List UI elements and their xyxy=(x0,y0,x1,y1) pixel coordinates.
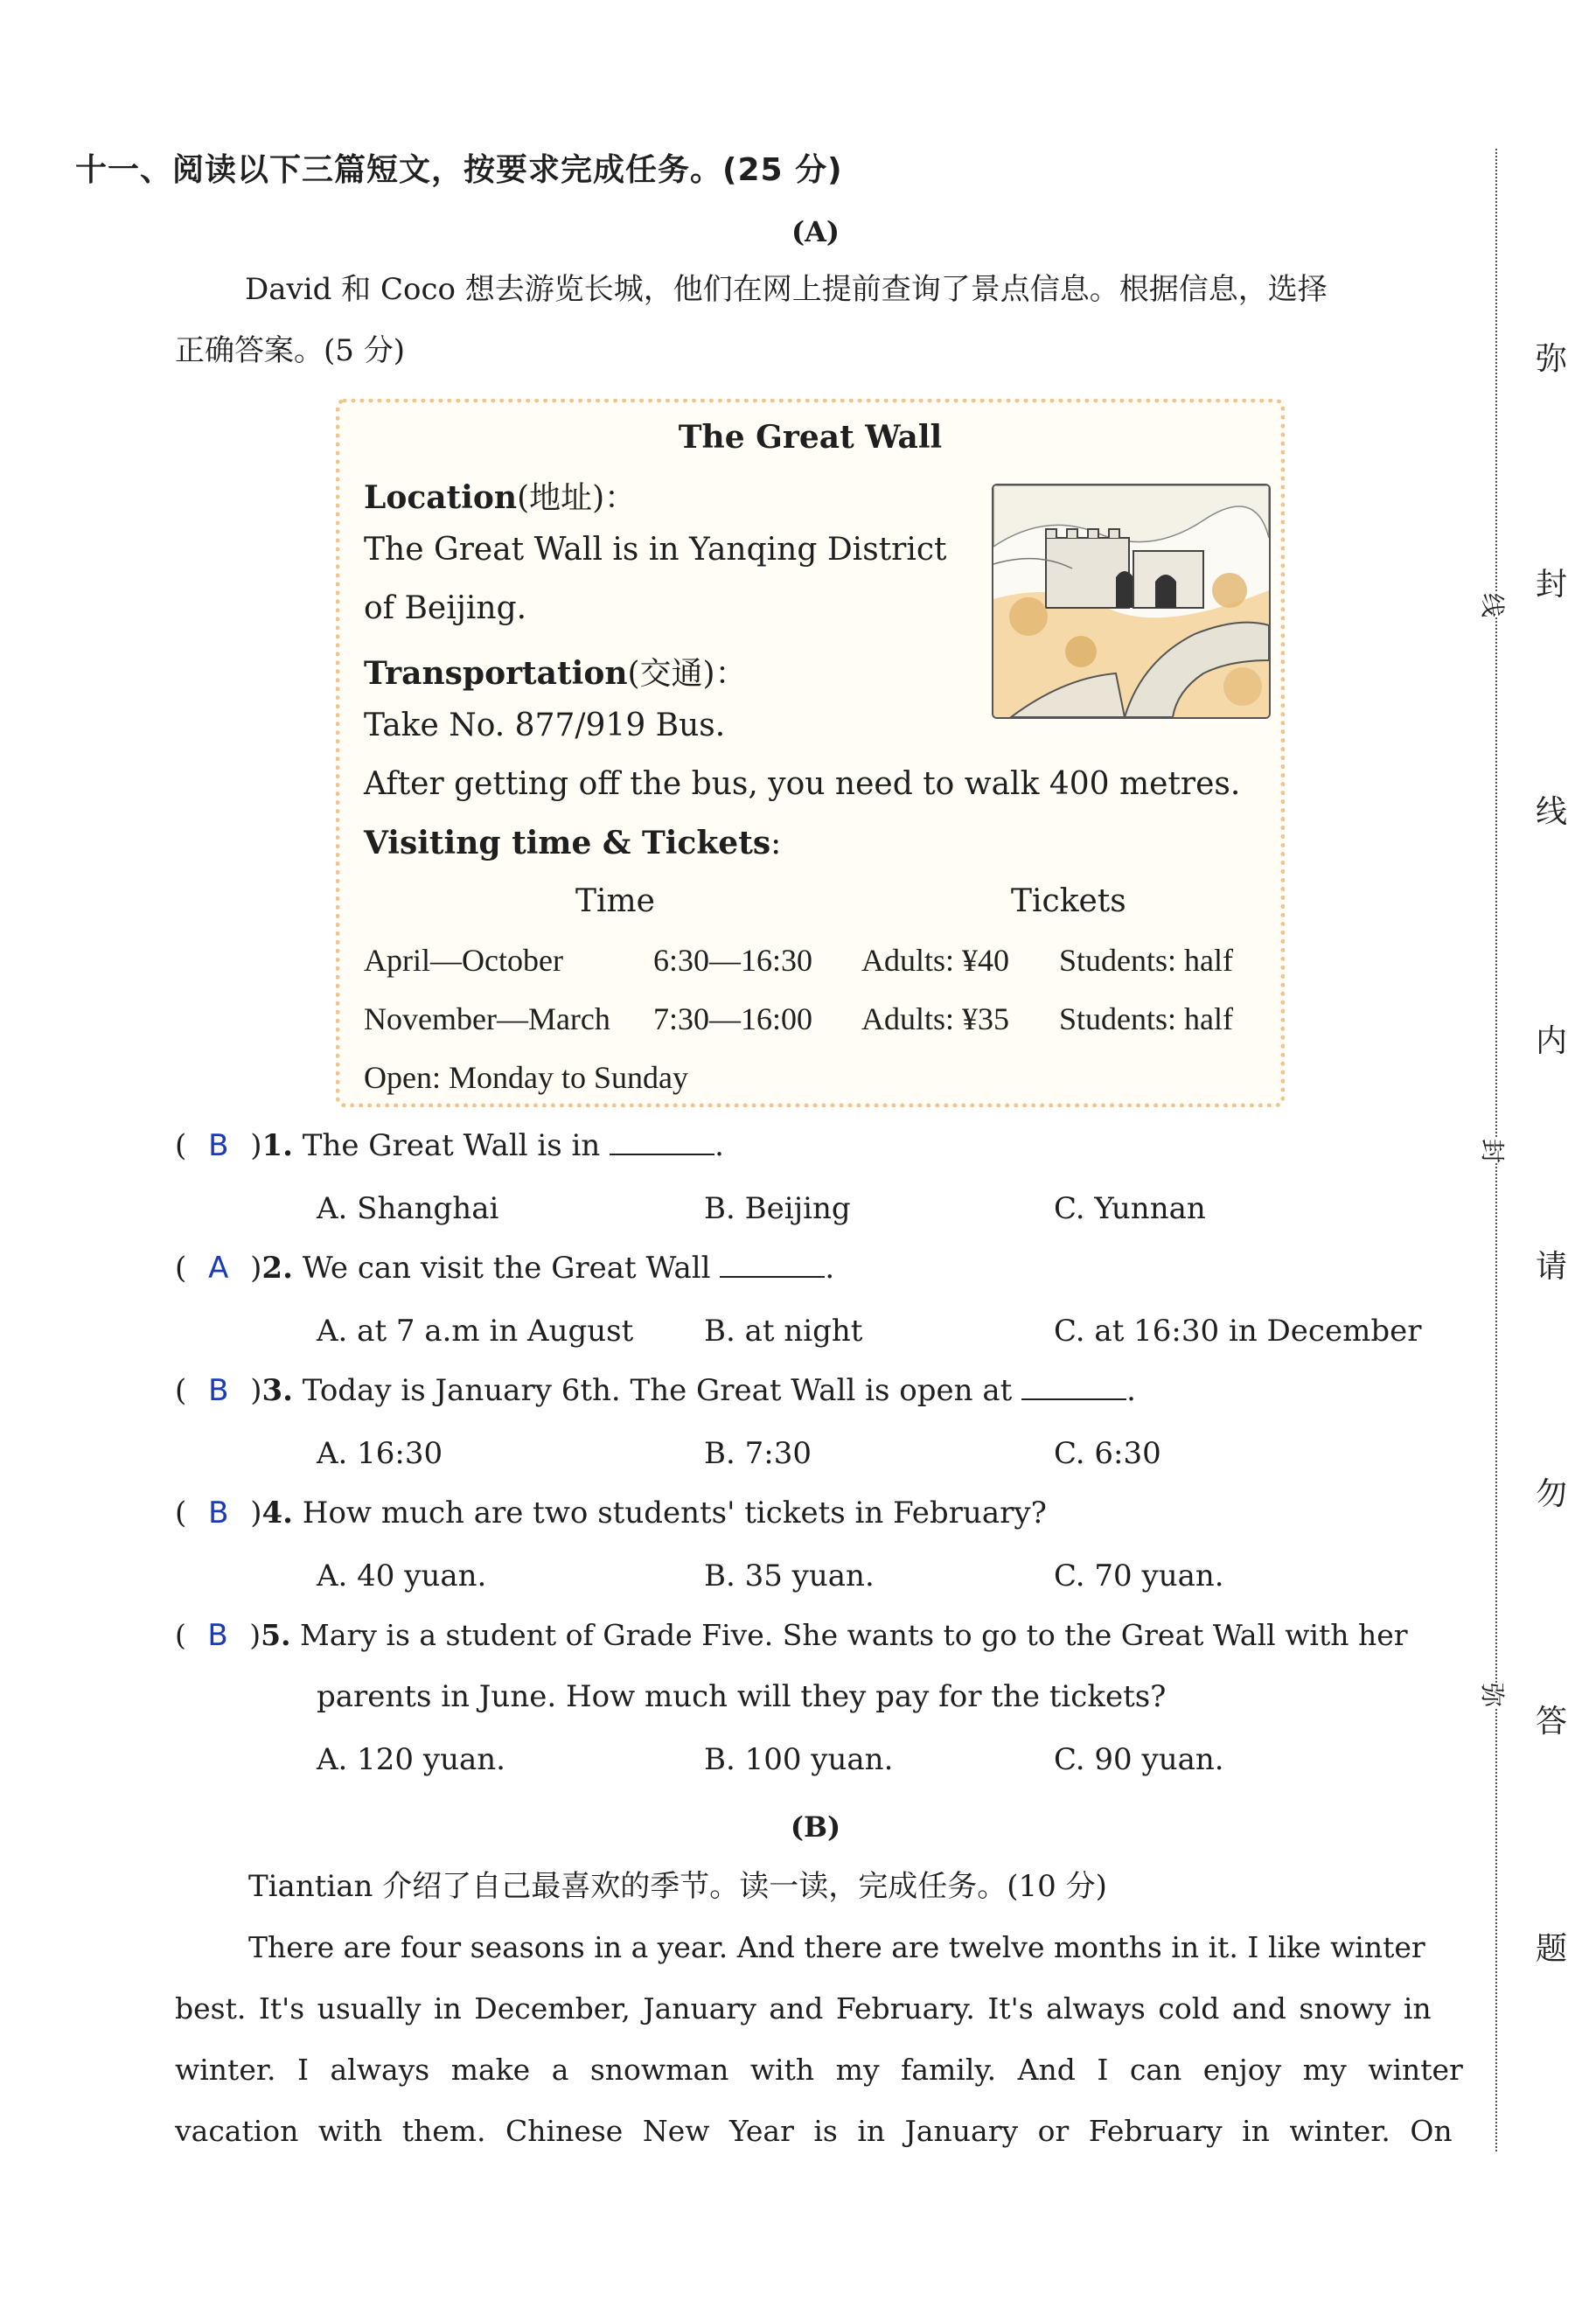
question-text: Today is January 6th. The Great Wall is open at xyxy=(302,1373,1013,1408)
question-number: 1. xyxy=(261,1128,293,1163)
bracket-close: ) xyxy=(249,1618,261,1652)
section-b-intro: Tiantian 介绍了自己最喜欢的季节。读一读，完成任务。(10 分) xyxy=(248,1869,1107,1904)
passage-b-line1: There are four seasons in a year. And there are twelve months in it. I like winter xyxy=(248,1930,1425,1964)
option-a: A. Shanghai xyxy=(317,1191,499,1226)
bracket-close: ) xyxy=(250,1251,262,1286)
bracket-open: ( xyxy=(175,1496,187,1531)
visiting-label: Visiting time & Tickets xyxy=(364,825,771,861)
question-end: . xyxy=(1126,1373,1136,1408)
question-number: 3. xyxy=(261,1373,293,1408)
seal-label-feng: 封 xyxy=(1476,1139,1511,1163)
row-apr-oct-adults: Adults: ¥40 xyxy=(861,943,1010,978)
bracket-open: ( xyxy=(175,1618,186,1652)
visiting-heading xyxy=(364,825,781,861)
question-text: How much are two students' tickets in February? xyxy=(302,1496,1047,1531)
answer-1[interactable]: B xyxy=(208,1128,229,1163)
row-apr-oct-period: April—October xyxy=(364,943,563,978)
row-nov-mar-students: Students: half xyxy=(1059,1001,1233,1036)
answer-blank xyxy=(1021,1376,1126,1400)
question-number: 2. xyxy=(261,1251,293,1286)
question-text-line2: parents in June. How much will they pay for the tickets? xyxy=(317,1679,1167,1714)
option-b: B. 35 yuan. xyxy=(704,1558,875,1593)
side-notice-char: 封 xyxy=(1536,567,1568,603)
col-header-tickets: Tickets xyxy=(1011,883,1126,919)
answer-blank xyxy=(610,1131,714,1155)
side-notice-char: 弥 xyxy=(1536,341,1568,377)
question-text: We can visit the Great Wall xyxy=(302,1251,711,1286)
answer-blank xyxy=(720,1253,825,1278)
location-cn: (地址)： xyxy=(517,480,637,516)
seal-label-mi: 弥 xyxy=(1476,1683,1511,1707)
row-nov-mar-period: November—March xyxy=(364,1001,610,1036)
bracket-close: ) xyxy=(250,1128,262,1163)
option-c: C. 6:30 xyxy=(1054,1436,1161,1471)
side-notice-char: 答 xyxy=(1536,1704,1568,1740)
bracket-close: ) xyxy=(250,1373,262,1408)
answer-4[interactable]: B xyxy=(208,1496,229,1531)
transport-label: Transportation xyxy=(364,655,628,692)
option-b: B. at night xyxy=(704,1314,863,1349)
question-number: 4. xyxy=(261,1496,293,1531)
great-wall-illustration xyxy=(992,484,1271,719)
option-b: B. 100 yuan. xyxy=(704,1742,894,1777)
option-c: C. at 16:30 in December xyxy=(1054,1314,1422,1349)
question-text: The Great Wall is in xyxy=(302,1128,601,1163)
transport-line1: Take No. 877/919 Bus. xyxy=(364,708,726,743)
passage-b-line4: vacation with them. Chinese New Year is in January or February in winter. On xyxy=(175,2114,1453,2148)
location-line1: The Great Wall is in Yanqing District xyxy=(364,532,947,568)
option-c: C. 90 yuan. xyxy=(1054,1742,1224,1777)
info-card-title: The Great Wall xyxy=(678,419,943,456)
answer-2[interactable]: A xyxy=(208,1251,229,1286)
option-a: A. at 7 a.m in August xyxy=(317,1314,634,1349)
question-text: Mary is a student of Grade Five. She wants to go to the Great Wall with her xyxy=(300,1618,1408,1652)
visiting-colon: : xyxy=(770,826,782,861)
option-a: A. 40 yuan. xyxy=(317,1558,487,1593)
bracket-close: ) xyxy=(250,1496,262,1531)
option-c: C. Yunnan xyxy=(1054,1191,1206,1226)
great-wall-info-card xyxy=(336,399,1285,1107)
transport-heading xyxy=(364,649,747,694)
transport-cn: (交通)： xyxy=(627,656,747,692)
bracket-open: ( xyxy=(175,1373,187,1408)
section-a-intro-line2: 正确答案。(5 分) xyxy=(175,333,405,368)
transport-line2: After getting off the bus, you need to walk 400 metres. xyxy=(364,766,1241,802)
bracket-open: ( xyxy=(175,1128,187,1163)
location-heading xyxy=(364,473,636,518)
passage-b-line2: best. It's usually in December, January and February. It's always cold and snowy in xyxy=(175,1991,1432,2026)
option-b: B. Beijing xyxy=(704,1191,851,1226)
row-nov-mar-time: 7:30—16:00 xyxy=(653,1001,813,1036)
row-apr-oct-time: 6:30—16:30 xyxy=(653,943,813,978)
option-b: B. 7:30 xyxy=(704,1436,812,1471)
seal-label-xian: 线 xyxy=(1476,593,1511,617)
passage-b-line3: winter. I always make a snowman with my family. And I can enjoy my winter xyxy=(175,2053,1463,2087)
side-notice-char: 线 xyxy=(1536,794,1568,830)
answer-5[interactable]: B xyxy=(207,1618,228,1653)
question-end: . xyxy=(825,1251,835,1286)
side-notice-char: 请 xyxy=(1536,1249,1568,1285)
question-number: 5. xyxy=(261,1618,291,1652)
section-heading: 十一、阅读以下三篇短文，按要求完成任务。(25 分) xyxy=(75,152,843,188)
row-nov-mar-adults: Adults: ¥35 xyxy=(861,1001,1010,1036)
option-c: C. 70 yuan. xyxy=(1054,1558,1224,1593)
option-a: A. 16:30 xyxy=(317,1436,443,1471)
answer-3[interactable]: B xyxy=(208,1373,229,1408)
section-a-intro-line1: David 和 Coco 想去游览长城，他们在网上提前查询了景点信息。根据信息，选择 xyxy=(245,272,1328,307)
section-a-label: (A) xyxy=(791,215,840,248)
location-line2: of Beijing. xyxy=(364,590,527,626)
col-header-time: Time xyxy=(575,883,655,919)
row-apr-oct-students: Students: half xyxy=(1059,943,1233,978)
open-days: Open: Monday to Sunday xyxy=(364,1060,688,1095)
question-end: . xyxy=(714,1128,724,1163)
side-notice-char: 勿 xyxy=(1536,1476,1568,1512)
side-notice-char: 内 xyxy=(1536,1023,1568,1059)
side-notice-char: 题 xyxy=(1536,1931,1568,1967)
option-a: A. 120 yuan. xyxy=(317,1742,505,1777)
section-b-label: (B) xyxy=(790,1810,841,1844)
location-label: Location xyxy=(364,479,518,516)
bracket-open: ( xyxy=(175,1251,187,1286)
